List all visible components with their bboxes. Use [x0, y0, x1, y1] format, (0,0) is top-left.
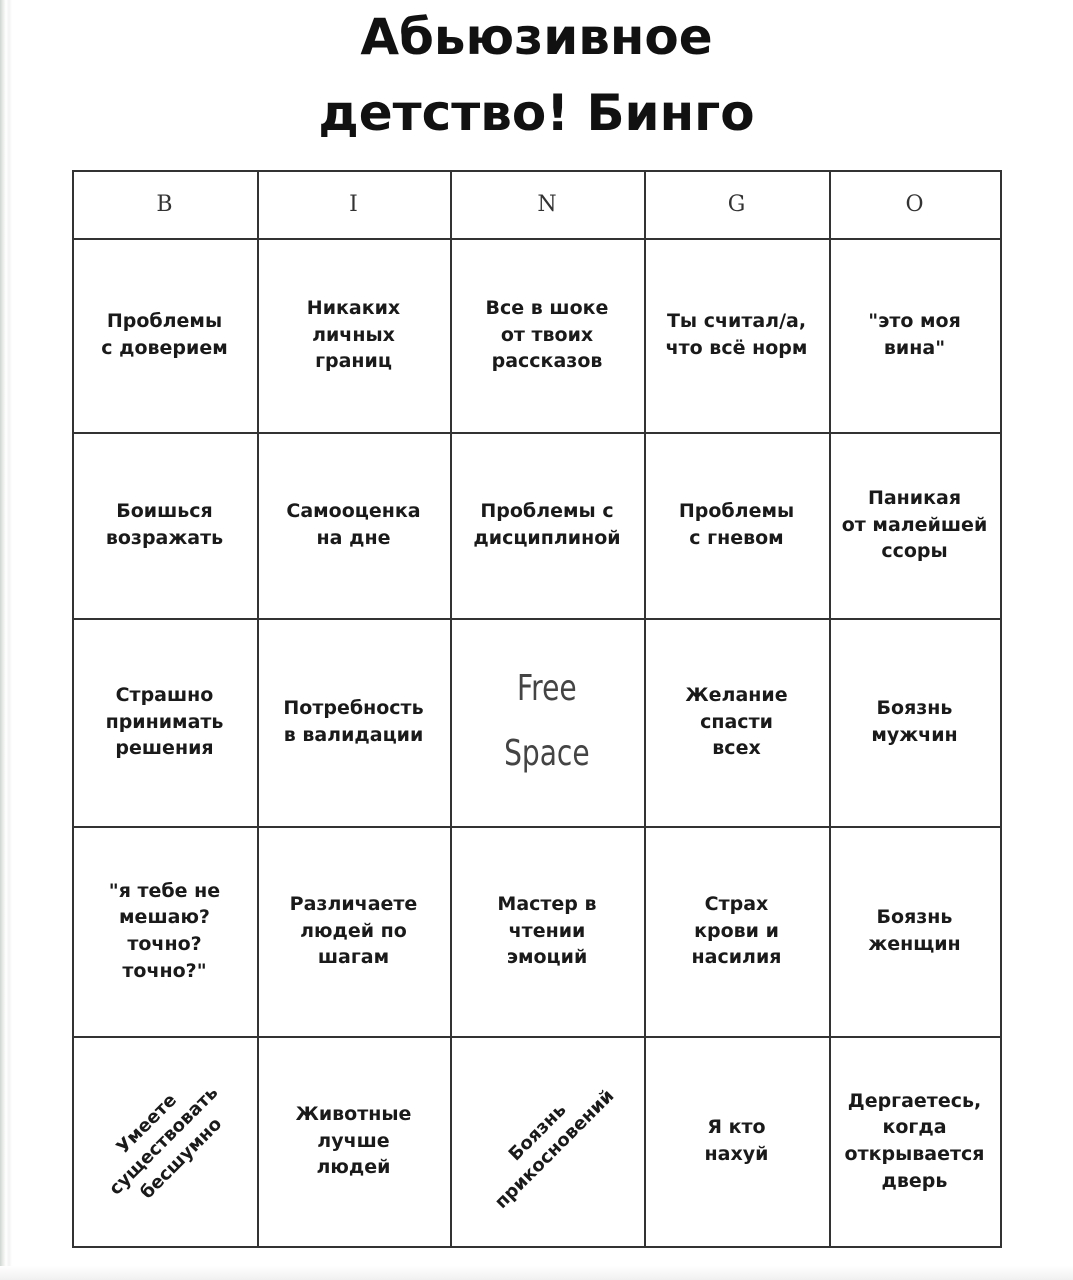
bingo-cell-text: Ты считал/а, что всё норм — [665, 310, 808, 359]
bingo-cell[interactable] — [450, 1036, 644, 1246]
bingo-cell-text: Боязнь прикосновений — [491, 1085, 619, 1213]
bingo-cell-text: Страшно принимать решения — [105, 684, 224, 760]
bingo-cell-text: Потребность в валидации — [283, 697, 424, 746]
bingo-cell[interactable] — [829, 1036, 1000, 1246]
bingo-cell-text: Никаких личных границ — [306, 297, 401, 373]
bingo-cell-text: Умеете существовать бесшумно — [105, 1081, 227, 1203]
bingo-cell-text: Free Space — [504, 668, 590, 774]
bingo-cell[interactable] — [829, 432, 1000, 618]
bingo-cell[interactable] — [829, 618, 1000, 826]
bingo-header-i: I — [349, 191, 358, 217]
bottom-edge-strip — [0, 1266, 1073, 1280]
bingo-board — [72, 170, 1002, 1248]
bingo-cell[interactable] — [450, 432, 644, 618]
bingo-cell-text: Паникая от малейшей ссоры — [841, 487, 988, 563]
bingo-header-n: N — [537, 191, 557, 217]
bingo-cell-text: Боязнь женщин — [868, 906, 961, 955]
bingo-header-o: O — [905, 191, 924, 217]
bingo-cell-text: Самооценка на дне — [286, 500, 421, 549]
free-space-cell[interactable] — [450, 618, 644, 826]
bingo-header-b: B — [156, 191, 173, 217]
bingo-cell[interactable] — [644, 618, 829, 826]
title-line-2: детство! Бинго — [318, 84, 755, 142]
bingo-cell[interactable] — [72, 238, 257, 432]
bingo-cell-text: Различаете людей по шагам — [289, 893, 418, 969]
title-line-1: Абьюзивное — [360, 8, 713, 66]
bingo-cell[interactable] — [644, 238, 829, 432]
bingo-cell[interactable] — [72, 1036, 257, 1246]
bingo-cell-text: Желание спасти всех — [685, 684, 788, 760]
bingo-cell-text: Я кто нахуй — [704, 1116, 769, 1165]
bingo-cell[interactable] — [644, 1036, 829, 1246]
bingo-cell-text: Животные лучше людей — [295, 1103, 412, 1179]
bingo-cell[interactable] — [257, 826, 450, 1036]
bingo-cell[interactable] — [644, 432, 829, 618]
bingo-cell[interactable] — [72, 826, 257, 1036]
bingo-cell-text: Проблемы с дисциплиной — [473, 500, 621, 549]
bingo-cell[interactable] — [72, 432, 257, 618]
bingo-cell[interactable] — [644, 826, 829, 1036]
bingo-cell-text: Все в шоке от твоих рассказов — [485, 297, 609, 373]
bingo-cell[interactable] — [257, 432, 450, 618]
bingo-cell-text: Боязнь мужчин — [871, 697, 958, 746]
bingo-cell[interactable] — [829, 826, 1000, 1036]
bingo-cell[interactable] — [257, 1036, 450, 1246]
bingo-cell-text: Проблемы с доверием — [101, 310, 228, 359]
bingo-cell[interactable] — [72, 618, 257, 826]
bingo-cell[interactable] — [450, 238, 644, 432]
grid-line-vertical — [1000, 170, 1002, 1248]
bingo-cell[interactable] — [829, 238, 1000, 432]
bingo-cell-text: Дергаетесь, когда открывается дверь — [844, 1089, 985, 1192]
bingo-cell[interactable] — [257, 618, 450, 826]
bingo-cell-text: Мастер в чтении эмоций — [497, 893, 597, 969]
bingo-cell[interactable] — [257, 238, 450, 432]
bingo-header-g: G — [727, 191, 746, 217]
left-edge-strip — [0, 0, 12, 1280]
bingo-cell[interactable] — [450, 826, 644, 1036]
bingo-cell-text: "это моя вина" — [868, 310, 961, 359]
bingo-cell-text: Боишься возражать — [105, 500, 224, 549]
grid-line-horizontal — [72, 1246, 1002, 1248]
bingo-cell-text: Проблемы с гневом — [678, 500, 795, 549]
bingo-cell-text: Страх крови и насилия — [691, 893, 782, 969]
bingo-cell-text: "я тебе не мешаю? точно? точно?" — [108, 879, 221, 982]
